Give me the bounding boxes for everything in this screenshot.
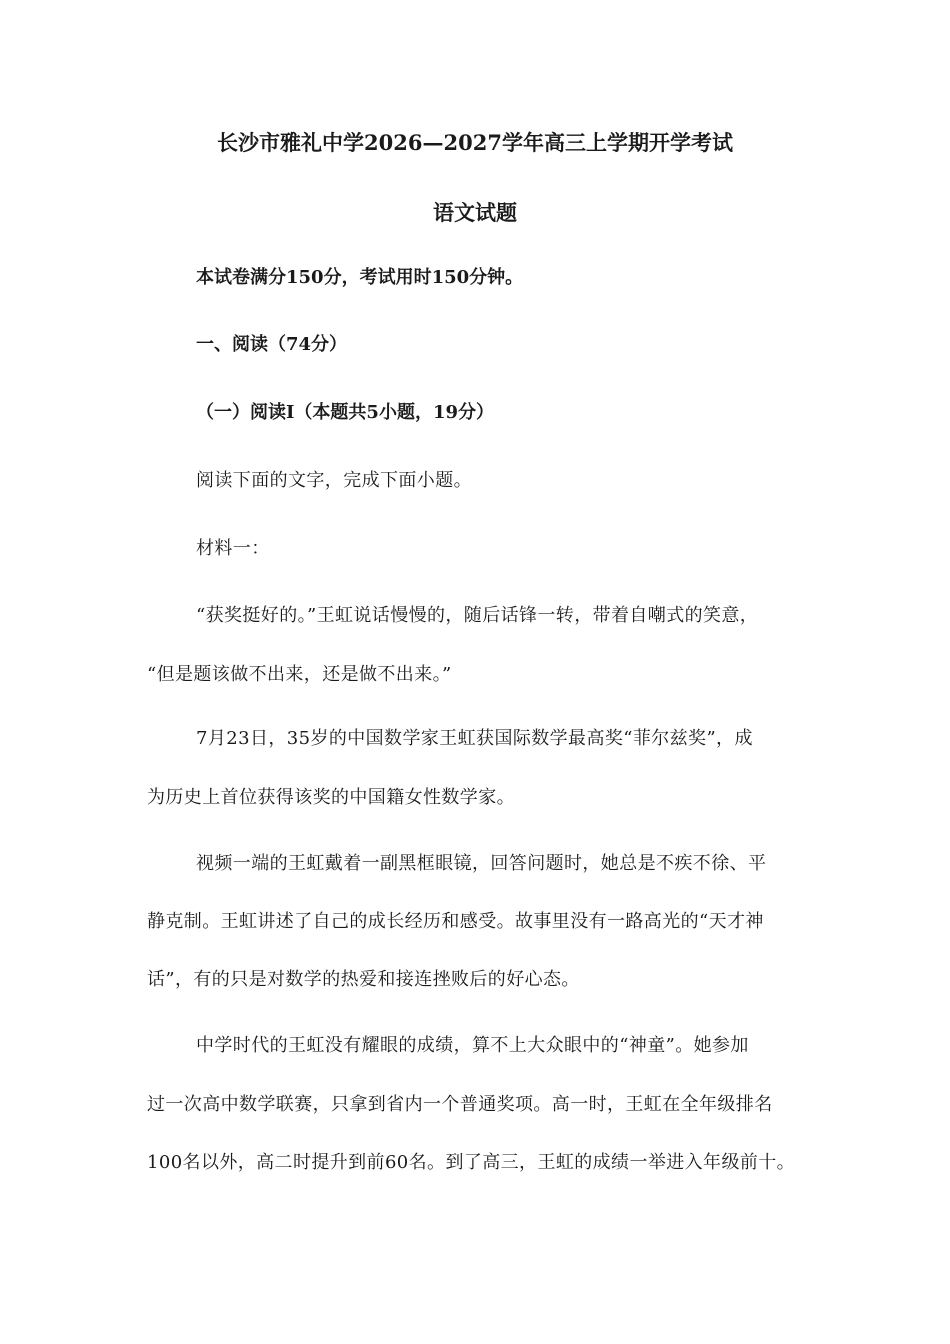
subsection-heading-reading-1: （一）阅读Ⅰ（本题共5小题，19分） (196, 402, 494, 423)
paragraph-line: 中学时代的王虹没有耀眼的成绩，算不上大众眼中的“神童”。她参加 (196, 1035, 749, 1056)
paragraph-line: 过一次高中数学联赛，只拿到省内一个普通奖项。高一时，王虹在全年级排名 (147, 1094, 773, 1115)
paragraph-line: 话”，有的只是对数学的热爱和接连挫败后的好心态。 (147, 969, 580, 990)
paragraph-line: 100名以外，高二时提升到前60名。到了高三，王虹的成绩一举进入年级前十。 (147, 1152, 796, 1173)
paragraph-line: “但是题该做不出来，还是做不出来。” (147, 664, 452, 685)
paragraph-line: 静克制。王虹讲述了自己的成长经历和感受。故事里没有一路高光的“天才神 (147, 911, 764, 932)
paragraph-line: “获奖挺好的。”王虹说话慢慢的，随后话锋一转，带着自嘲式的笑意， (196, 605, 759, 626)
paragraph-line: 为历史上首位获得该奖的中国籍女性数学家。 (147, 787, 515, 808)
paragraph-line: 视频一端的王虹戴着一副黑框眼镜，回答问题时，她总是不疾不徐、平 (196, 853, 767, 874)
paragraph-line: 7月23日，35岁的中国数学家王虹获国际数学最高奖“菲尔兹奖”，成 (196, 728, 753, 749)
exam-note: 本试卷满分150分，考试用时150分钟。 (196, 267, 524, 288)
document-title: 长沙市雅礼中学2026—2027学年高三上学期开学考试 (217, 130, 733, 155)
material-label: 材料一： (196, 538, 270, 559)
section-heading-reading: 一、阅读（74分） (196, 334, 348, 355)
instruction-text: 阅读下面的文字，完成下面小题。 (196, 470, 472, 491)
document-subtitle: 语文试题 (433, 200, 517, 225)
